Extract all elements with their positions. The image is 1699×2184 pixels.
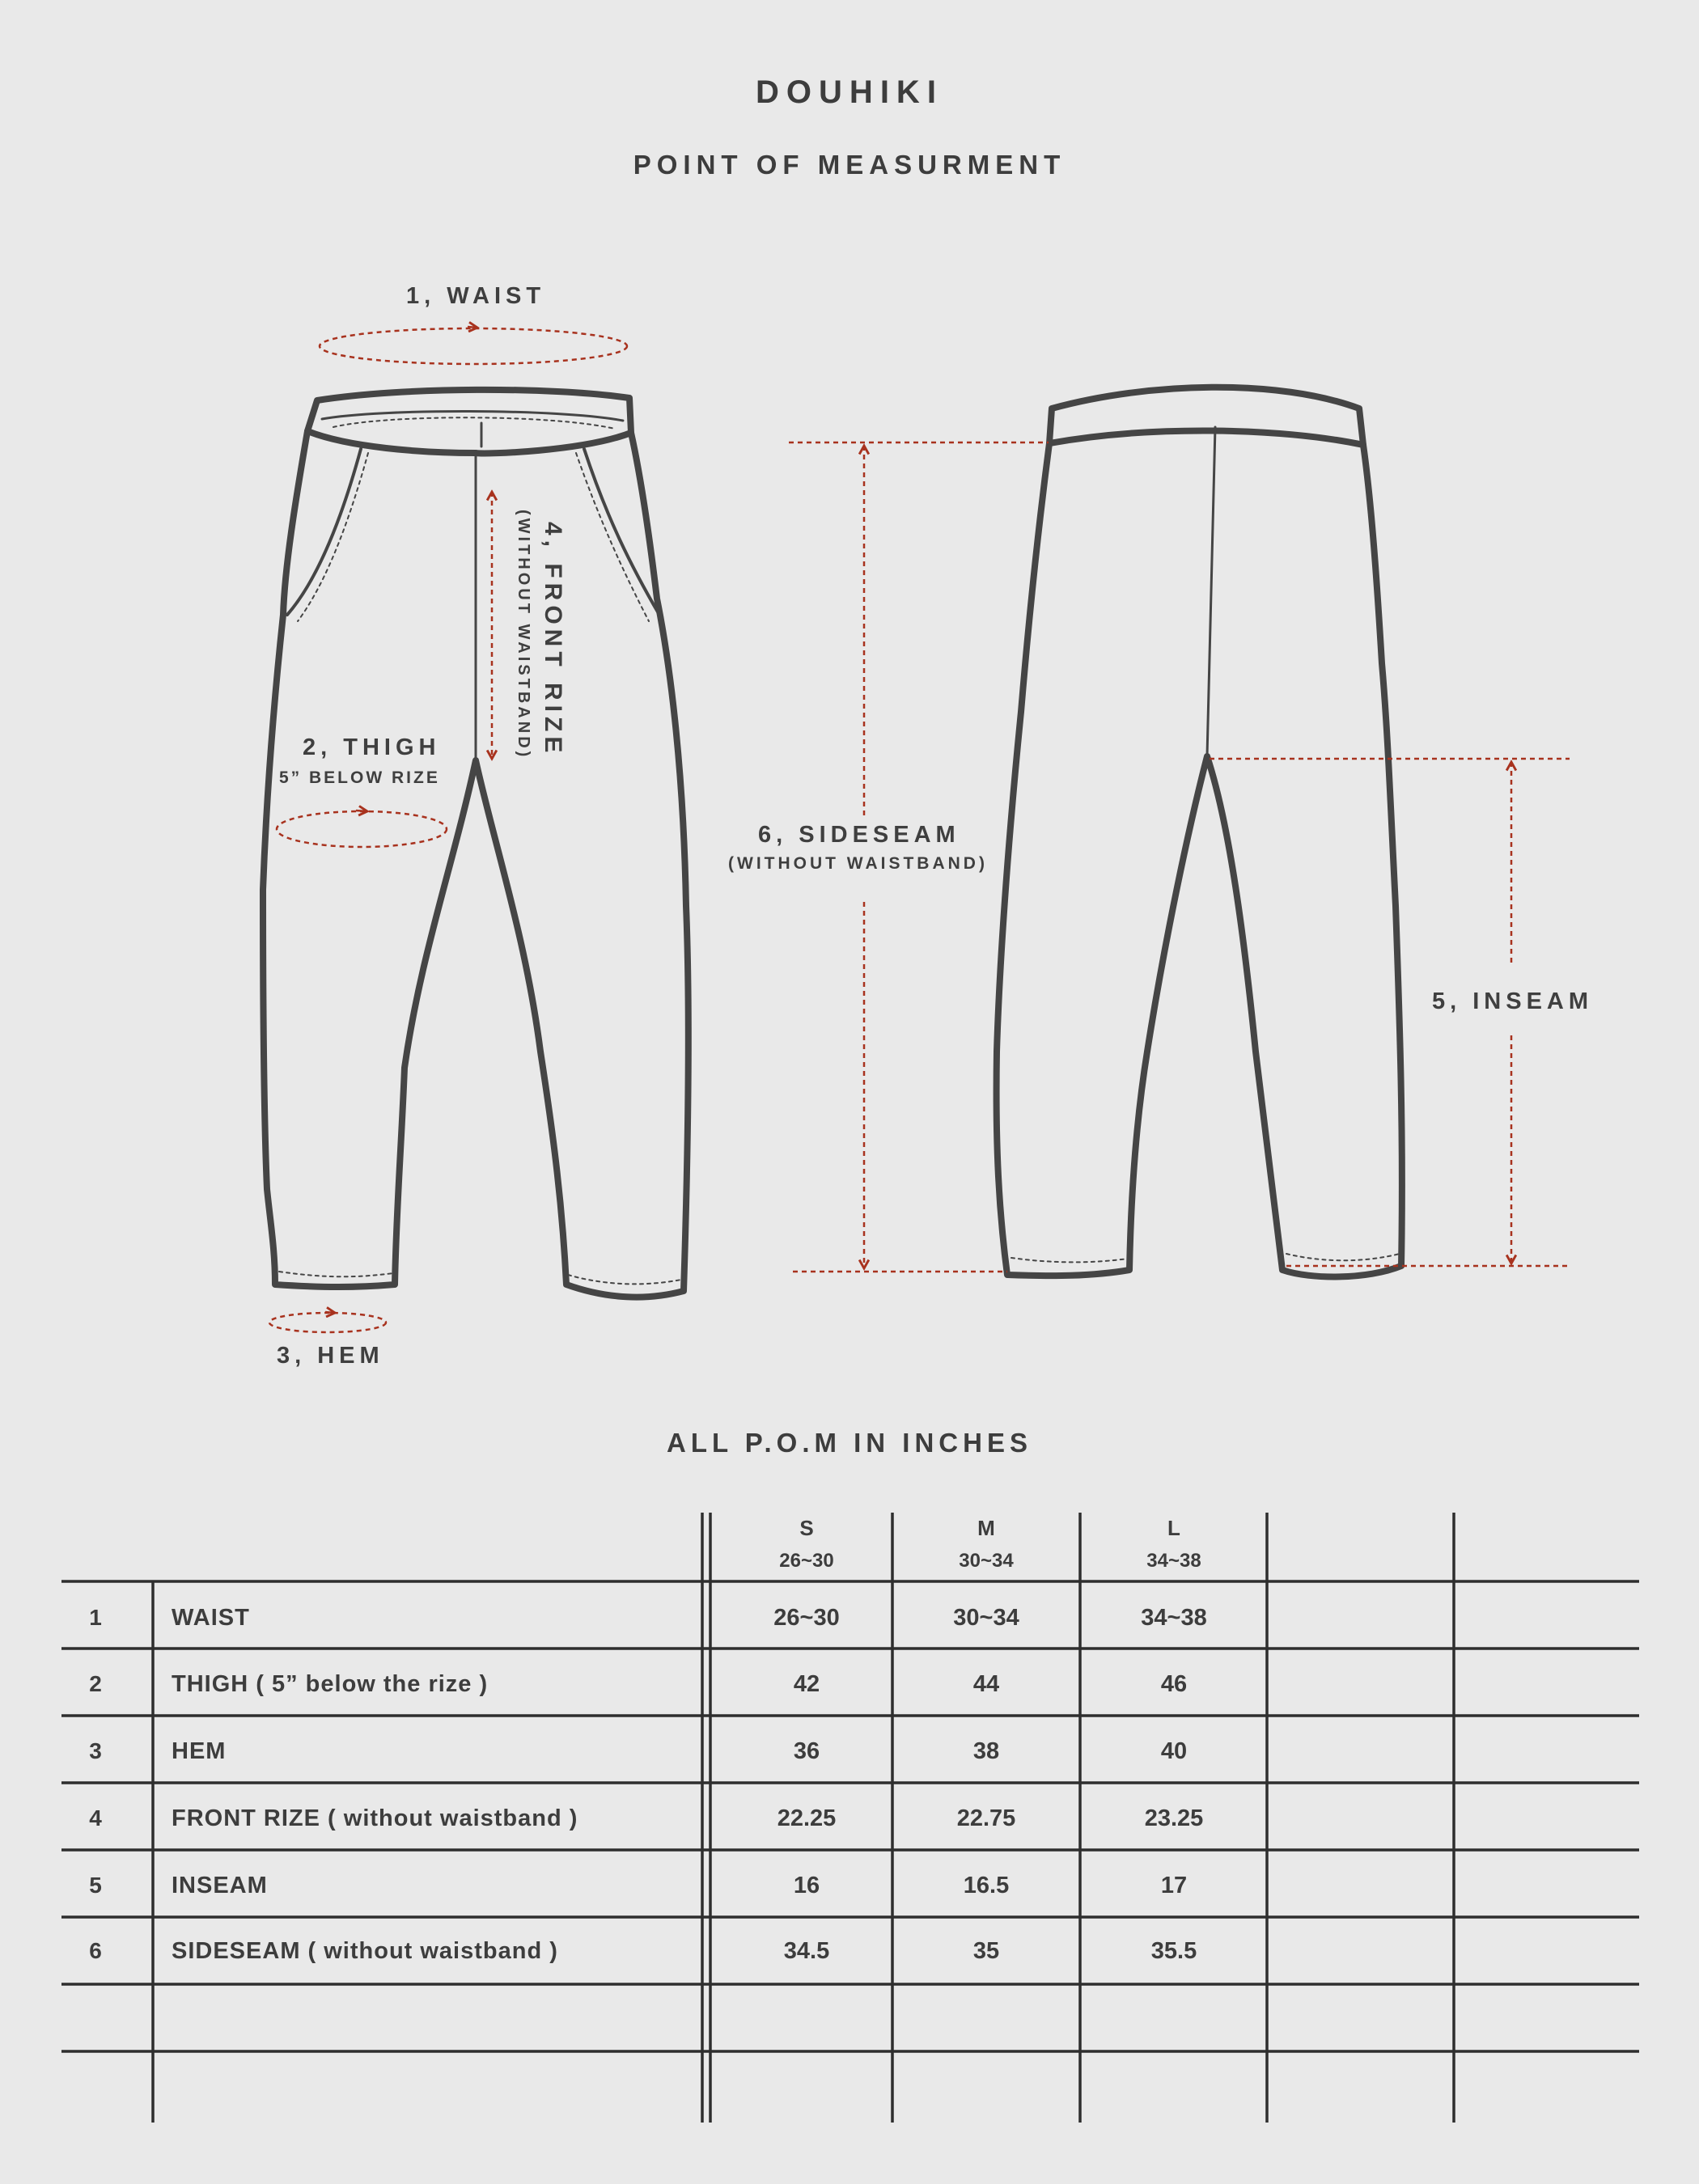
units-note: ALL P.O.M IN INCHES	[667, 1428, 1032, 1458]
row-value-s: 22.25	[777, 1805, 837, 1831]
row-number: 1	[89, 1605, 102, 1630]
row-value-l: 34~38	[1141, 1605, 1207, 1631]
thigh-marker	[277, 811, 447, 847]
front-waistband-inner	[322, 411, 623, 421]
row-label: INSEAM	[172, 1873, 268, 1898]
brand-title: DOUHIKI	[756, 74, 943, 110]
back-center-seam	[1207, 427, 1215, 756]
inseam-label: 5, INSEAM	[1432, 988, 1594, 1014]
sideseam-label: 6, SIDESEAM	[758, 822, 960, 848]
row-number: 5	[89, 1873, 102, 1898]
size-name: L	[1167, 1516, 1180, 1540]
hem-label: 3, HEM	[277, 1343, 384, 1369]
size-name: M	[977, 1516, 995, 1540]
row-value-m: 35	[972, 1938, 1000, 1964]
row-label: HEM	[172, 1738, 227, 1764]
row-label: THIGH ( 5” below the rize )	[172, 1671, 489, 1697]
page-subtitle: POINT OF MEASURMENT	[633, 150, 1066, 180]
front-waistband-inner2	[333, 417, 615, 429]
row-value-l: 46	[1160, 1671, 1188, 1697]
waist-label: 1, WAIST	[406, 283, 546, 309]
back-pants-drawing	[997, 387, 1402, 1277]
size-range: 30~34	[959, 1550, 1014, 1572]
front-rize-note: (WITHOUT WAISTBAND)	[515, 510, 532, 760]
front-rize-label: 4, FRONT RIZE	[540, 522, 566, 758]
row-value-m: 30~34	[953, 1605, 1019, 1631]
sideseam-note: (WITHOUT WAISTBAND)	[728, 854, 988, 873]
waist-arrow	[468, 327, 477, 328]
thigh-label: 2, THIGH	[303, 734, 441, 760]
thigh-note: 5” BELOW RIZE	[279, 768, 440, 787]
hem-marker	[269, 1313, 386, 1332]
row-value-m: 38	[972, 1738, 1000, 1764]
row-label: SIDESEAM ( without waistband )	[172, 1938, 558, 1964]
row-value-s: 42	[793, 1671, 820, 1697]
row-value-s: 34.5	[783, 1938, 830, 1964]
size-name: S	[799, 1516, 814, 1540]
size-range: 26~30	[779, 1550, 834, 1572]
front-waistband	[307, 390, 631, 454]
row-label: FRONT RIZE ( without waistband )	[172, 1805, 578, 1831]
row-value-l: 17	[1160, 1873, 1188, 1898]
row-number: 4	[89, 1805, 102, 1831]
row-value-s: 16	[793, 1873, 820, 1898]
back-outline	[997, 443, 1402, 1276]
row-number: 6	[89, 1938, 102, 1963]
row-value-l: 35.5	[1150, 1938, 1197, 1964]
row-value-m: 44	[972, 1671, 1000, 1697]
row-value-l: 23.25	[1144, 1805, 1204, 1831]
hem-arrow	[325, 1312, 335, 1313]
front-pants-drawing	[263, 390, 688, 1297]
size-range: 34~38	[1146, 1550, 1201, 1572]
row-value-m: 22.75	[956, 1805, 1016, 1831]
back-waistband	[1049, 387, 1363, 445]
row-value-s: 36	[793, 1738, 820, 1764]
row-number: 2	[89, 1671, 102, 1696]
waist-marker	[320, 328, 627, 364]
row-label: WAIST	[172, 1605, 250, 1631]
row-value-l: 40	[1160, 1738, 1188, 1764]
row-number: 3	[89, 1738, 102, 1763]
row-value-s: 26~30	[773, 1605, 840, 1631]
row-value-m: 16.5	[963, 1873, 1010, 1898]
